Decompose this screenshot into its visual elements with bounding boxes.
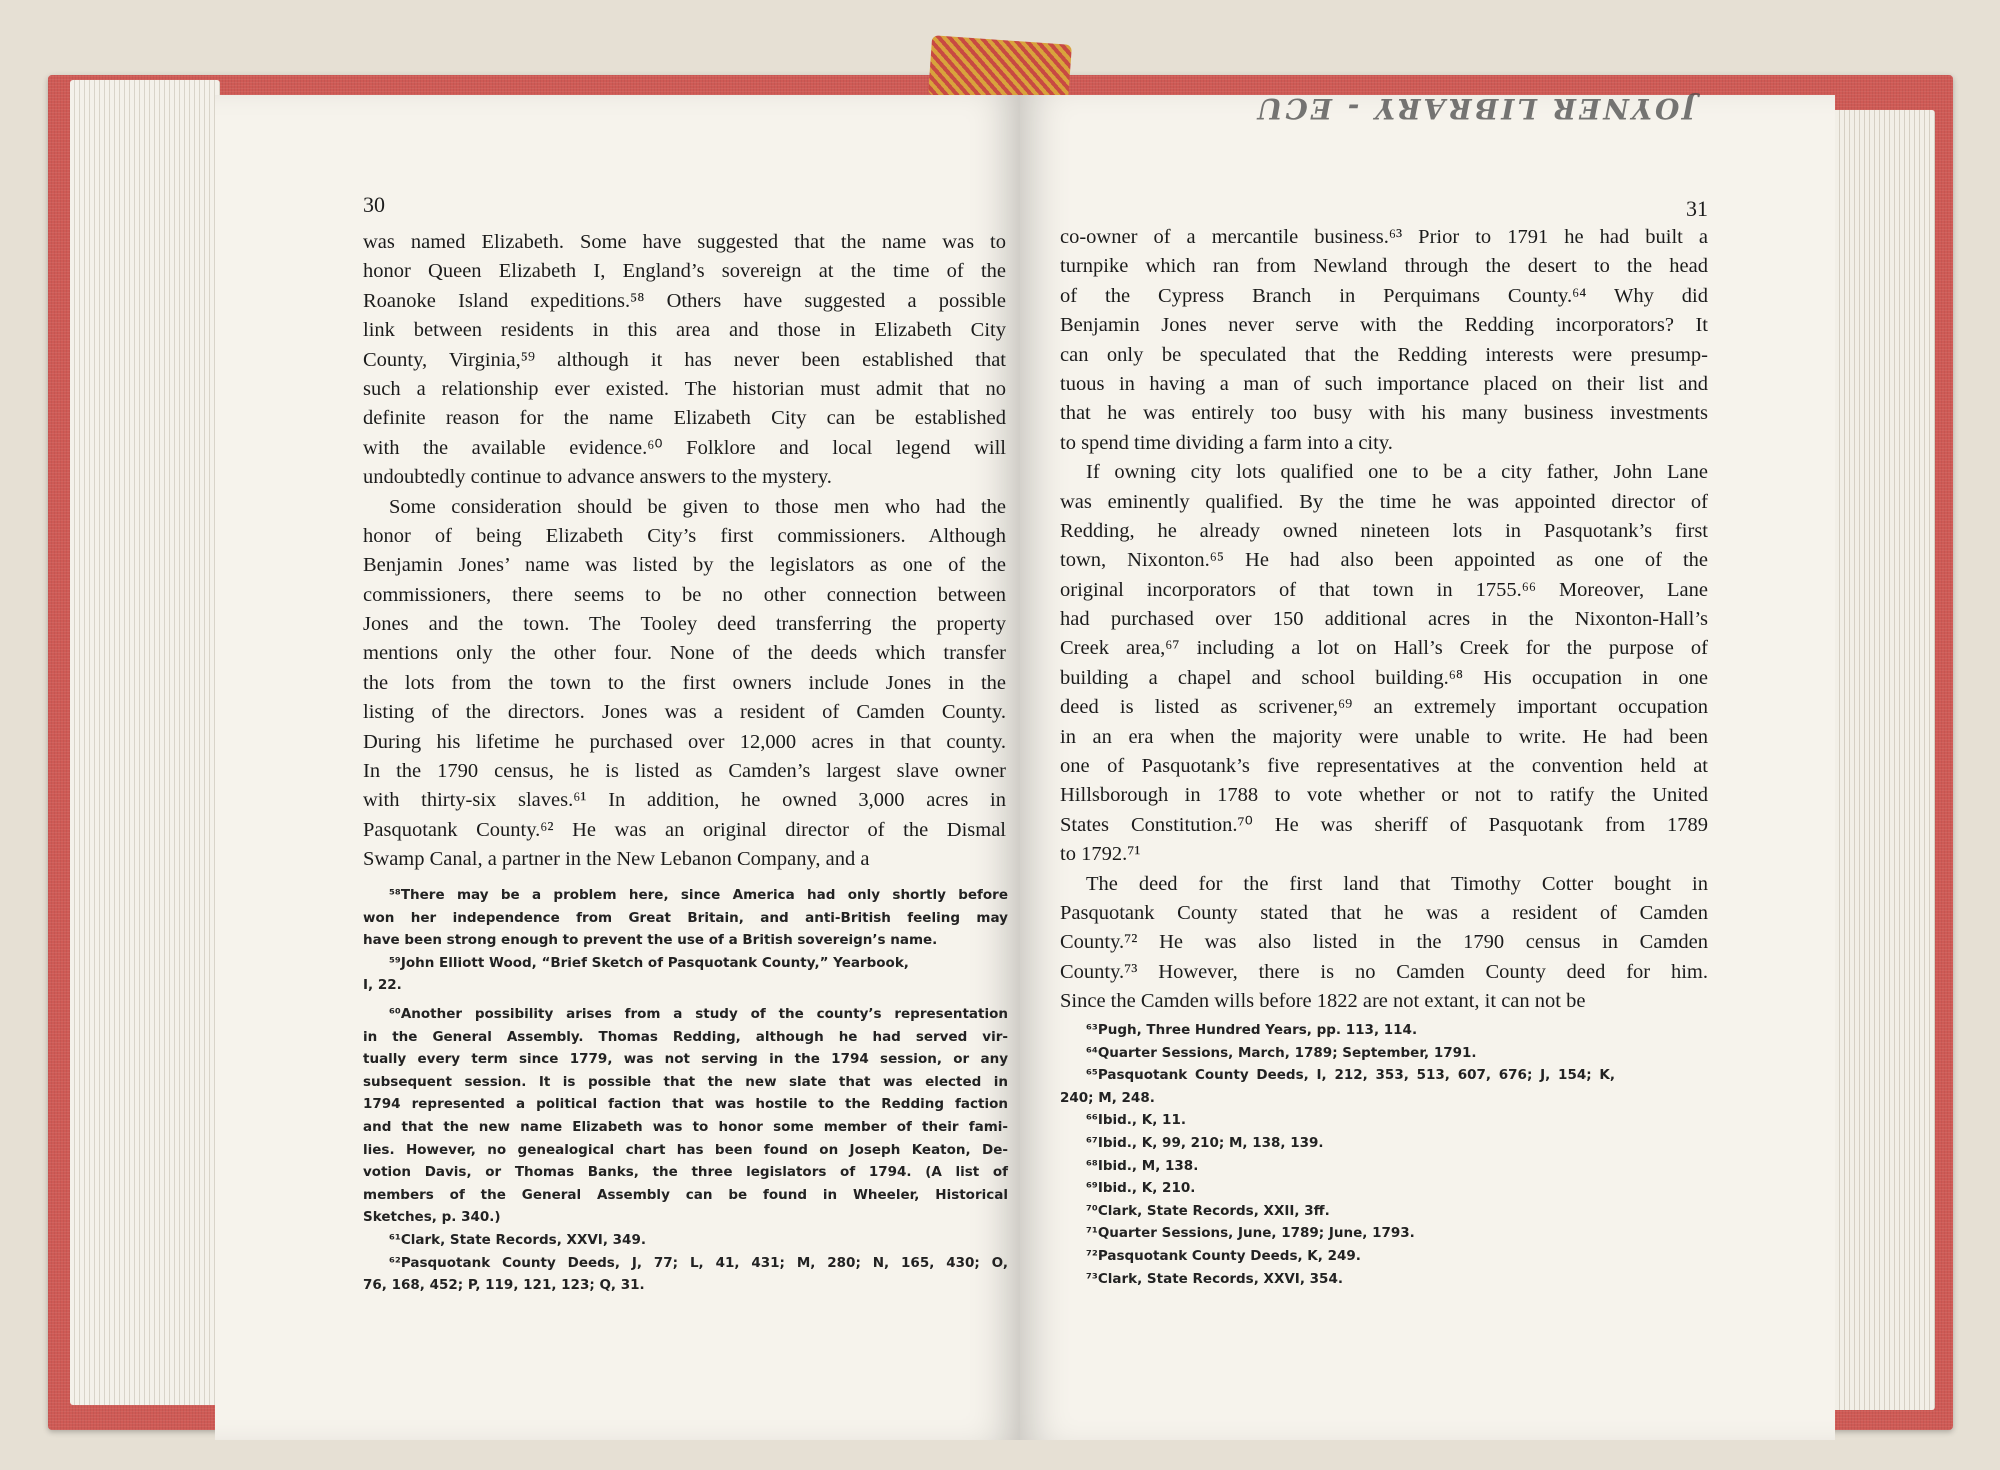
body-text-line: Hillsborough in 1788 to vote whether or not to ratify the United bbox=[1060, 784, 1708, 807]
body-text-line: County.⁷³ However, there is no Camden County deed for him. bbox=[1060, 960, 1708, 983]
body-text-line: Jones and the town. The Tooley deed transferring the property bbox=[363, 613, 1006, 636]
body-text-line: Redding, he already owned nineteen lots in Pasquotank’s first bbox=[1060, 519, 1708, 542]
body-text-line: with thirty-six slaves.⁶¹ In addition, he owned 3,000 acres in bbox=[363, 789, 1006, 812]
footnote-line: ⁶⁴Quarter Sessions, March, 1789; September, 1791. bbox=[1086, 1044, 1477, 1061]
footnote-line: subsequent session. It is possible that the new slate that was elected in bbox=[363, 1073, 1008, 1090]
footnote-line: lies. However, no genealogical chart has been found on Joseph Keaton, De- bbox=[363, 1141, 1008, 1158]
body-text-line: original incorporators of that town in 1755.⁶⁶ Moreover, Lane bbox=[1060, 578, 1708, 601]
footnote-line: ⁷¹Quarter Sessions, June, 1789; June, 1793. bbox=[1086, 1225, 1415, 1242]
footnote-line: 240; M, 248. bbox=[1060, 1089, 1155, 1106]
footnote-line: and that the new name Elizabeth was to honor some member of their fami- bbox=[363, 1118, 1008, 1135]
body-text-line: listing of the directors. Jones was a resident of Camden County. bbox=[363, 701, 1006, 724]
footnote-line: 1794 represented a political faction that was hostile to the Redding faction bbox=[363, 1096, 1008, 1113]
body-text-line: was named Elizabeth. Some have suggested that the name was to bbox=[363, 231, 1006, 253]
body-text-line: States Constitution.⁷⁰ He was sheriff of Pasquotank from 1789 bbox=[1060, 813, 1708, 836]
body-text-line: Since the Camden wills before 1822 are not extant, it can not be bbox=[1060, 990, 1586, 1013]
right-page-body-text bbox=[1060, 223, 1708, 1017]
body-text-line: definite reason for the name Elizabeth City can be established bbox=[363, 407, 1006, 430]
footnote-line: in the General Assembly. Thomas Redding, although he had served vir- bbox=[363, 1028, 1008, 1045]
body-text-line: Pasquotank County stated that he was a resident of Camden bbox=[1060, 901, 1708, 924]
right-page-footnotes bbox=[1060, 1019, 1615, 1290]
footnote-line: ⁶⁸Ibid., M, 138. bbox=[1086, 1157, 1199, 1174]
body-text-line: had purchased over 150 additional acres in the Nixonton-Hall’s bbox=[1060, 608, 1708, 631]
footnote-line: ⁶¹Clark, State Records, XXVI, 349. bbox=[389, 1231, 646, 1248]
body-text-line: tuous in having a man of such importance placed on their list and bbox=[1060, 372, 1708, 395]
body-text-line: of the Cypress Branch in Perquimans County.⁶⁴ Why did bbox=[1060, 284, 1708, 307]
body-text-line: can only be speculated that the Redding interests were presump- bbox=[1060, 343, 1708, 366]
right-page-edges bbox=[1820, 110, 1935, 1410]
footnote-line: ⁶⁷Ibid., K, 99, 210; M, 138, 139. bbox=[1086, 1134, 1324, 1151]
footnote-line: ⁷²Pasquotank County Deeds, K, 249. bbox=[1086, 1247, 1361, 1264]
body-text-line: was eminently qualified. By the time he was appointed director of bbox=[1060, 490, 1708, 513]
body-text-line: Pasquotank County.⁶² He was an original director of the Dismal bbox=[363, 818, 1006, 841]
library-stamp: JOYNER LIBRARY - ECU bbox=[1255, 92, 1696, 125]
body-text-line: co-owner of a mercantile business.⁶³ Prior to 1791 he had built a bbox=[1060, 226, 1708, 248]
footnote-line: ⁷³Clark, State Records, XXVI, 354. bbox=[1086, 1270, 1343, 1287]
footnote-line: ⁶⁵Pasquotank County Deeds, I, 212, 353, 513, 607, 676; J, 154; K, bbox=[1086, 1067, 1615, 1084]
body-text-line: turnpike which ran from Newland through the desert to the head bbox=[1060, 255, 1708, 278]
footnote-line: ⁵⁸There may be a problem here, since America had only shortly before bbox=[389, 887, 1008, 903]
footnote-line: votion Davis, or Thomas Banks, the three legislators of 1794. (A list of bbox=[363, 1164, 1008, 1181]
footnote-line: ⁵⁹John Elliott Wood, “Brief Sketch of Pasquotank County,” Yearbook, bbox=[389, 954, 909, 971]
body-text-line: to 1792.⁷¹ bbox=[1060, 843, 1141, 866]
body-text-line: mentions only the other four. None of the deeds which transfer bbox=[363, 642, 1006, 665]
body-text-line: the lots from the town to the first owners include Jones in the bbox=[363, 671, 1006, 694]
body-text-line: Roanoke Island expeditions.⁵⁸ Others have suggested a possible bbox=[363, 289, 1006, 312]
body-text-line: County.⁷² He was also listed in the 1790 census in Camden bbox=[1060, 931, 1708, 954]
footnote-line: I, 22. bbox=[363, 977, 402, 994]
footnote-line: ⁷⁰Clark, State Records, XXII, 3ff. bbox=[1086, 1202, 1330, 1219]
body-text-line: Swamp Canal, a partner in the New Lebanon Company, and a bbox=[363, 848, 870, 871]
body-text-line: In the 1790 census, he is listed as Camden’s largest slave owner bbox=[363, 760, 1006, 783]
body-text-line: honor Queen Elizabeth I, England’s sovereign at the time of the bbox=[363, 260, 1006, 283]
body-text-line: such a relationship ever existed. The historian must admit that no bbox=[363, 377, 1006, 400]
body-text-line: If owning city lots qualified one to be a city father, John Lane bbox=[1086, 461, 1708, 484]
body-text-line: The deed for the first land that Timothy Cotter bought in bbox=[1086, 872, 1708, 895]
body-text-line: Some consideration should be given to those men who had the bbox=[389, 495, 1006, 518]
body-text-line: Benjamin Jones’ name was listed by the legislators as one of the bbox=[363, 554, 1006, 577]
footnote-line: tually every term since 1779, was not serving in the 1794 session, or any bbox=[363, 1051, 1008, 1068]
left-page-body-text bbox=[363, 228, 1006, 875]
left-page-number: 30 bbox=[363, 192, 385, 217]
footnote-line: members of the General Assembly can be found in Wheeler, Historical bbox=[363, 1186, 1008, 1203]
body-text-line: During his lifetime he purchased over 12,000 acres in that county. bbox=[363, 730, 1006, 753]
body-text-line: with the available evidence.⁶⁰ Folklore and local legend will bbox=[363, 436, 1006, 459]
left-page-footnotes bbox=[363, 884, 1008, 1297]
body-text-line: in an era when the majority were unable to write. He had been bbox=[1060, 725, 1708, 748]
footnote-line: Sketches, p. 340.) bbox=[363, 1209, 501, 1226]
body-text-line: honor of being Elizabeth City’s first commissioners. Although bbox=[363, 524, 1006, 547]
body-text-line: one of Pasquotank’s five representatives at the convention held at bbox=[1060, 755, 1708, 778]
body-text-line: Creek area,⁶⁷ including a lot on Hall’s Creek for the purpose of bbox=[1060, 637, 1708, 660]
footnote-line: 76, 168, 452; P, 119, 121, 123; Q, 31. bbox=[363, 1277, 645, 1294]
footnote-line: won her independence from Great Britain, and anti-British feeling may bbox=[363, 909, 1008, 926]
body-text-line: deed is listed as scrivener,⁶⁹ an extremely important occupation bbox=[1060, 696, 1708, 719]
footnote-line: ⁶⁶Ibid., K, 11. bbox=[1086, 1112, 1186, 1129]
left-page-edges bbox=[70, 80, 220, 1405]
footnote-line: have been strong enough to prevent the use of a British sovereign’s name. bbox=[363, 932, 938, 949]
footnote-line: ⁶³Pugh, Three Hundred Years, pp. 113, 114. bbox=[1086, 1022, 1418, 1038]
footnote-line: ⁶²Pasquotank County Deeds, J, 77; L, 41, 431; M, 280; N, 165, 430; O, bbox=[389, 1254, 1008, 1271]
body-text-line: to spend time dividing a farm into a city. bbox=[1060, 431, 1393, 454]
body-text-line: Benjamin Jones never serve with the Redding incorporators? It bbox=[1060, 314, 1708, 337]
body-text-line: that he was entirely too busy with his many business investments bbox=[1060, 402, 1708, 425]
body-text-line: link between residents in this area and those in Elizabeth City bbox=[363, 319, 1006, 342]
body-text-line: County, Virginia,⁵⁹ although it has never been established that bbox=[363, 348, 1006, 371]
right-page-number: 31 bbox=[1686, 196, 1708, 221]
footnote-line: ⁶⁹Ibid., K, 210. bbox=[1086, 1180, 1196, 1197]
body-text-line: commissioners, there seems to be no other connection between bbox=[363, 583, 1006, 606]
body-text-line: building a chapel and school building.⁶⁸ His occupation in one bbox=[1060, 666, 1708, 689]
footnote-line: ⁶⁰Another possibility arises from a study of the county’s representation bbox=[389, 1005, 1008, 1022]
body-text-line: town, Nixonton.⁶⁵ He had also been appointed as one of the bbox=[1060, 549, 1708, 572]
body-text-line: undoubtedly continue to advance answers to the mystery. bbox=[363, 466, 832, 489]
